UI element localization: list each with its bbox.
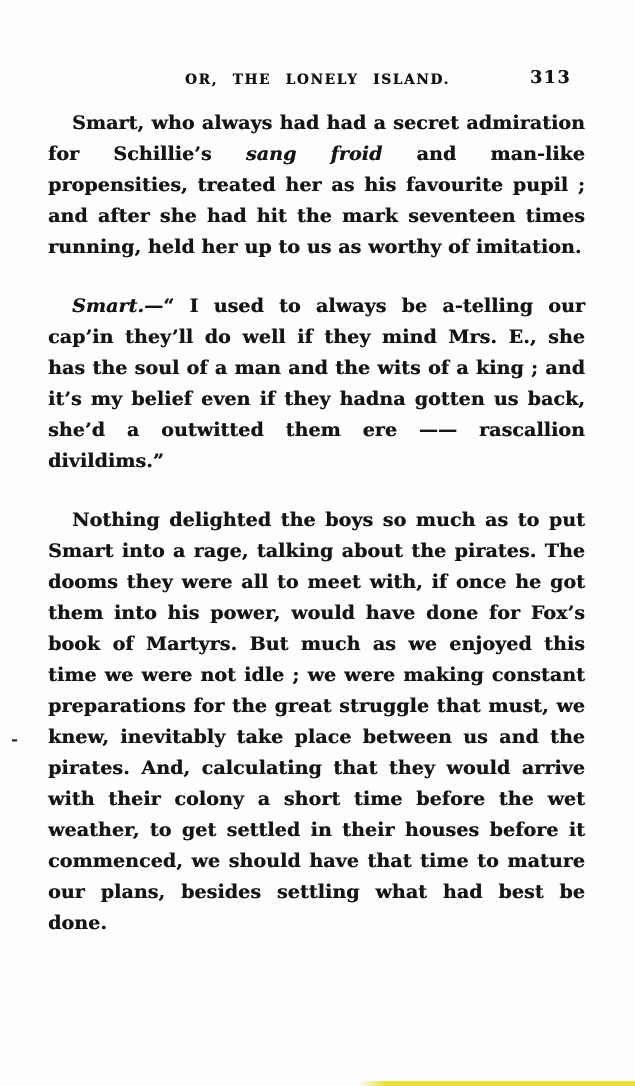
text-segment: —“ I used to always be a-telling our cap’in they’ll do well if they mind Mrs. E., she has the soul of a man and the wits of a king ; and it’s my belief even if they hadna gotten us back, she’d a outwitted them ere —— rascallion divildims.” <box>48 295 585 472</box>
text-segment: Smart. <box>72 295 145 317</box>
page-number: 313 <box>529 68 571 88</box>
paragraph <box>48 505 585 939</box>
text-segment: sang froid <box>245 143 383 165</box>
text-block <box>48 108 585 939</box>
margin-mark: - <box>11 730 19 750</box>
scan-artifact-bar <box>359 1081 635 1086</box>
text-segment: Smart, who always had had a secret admiration for Schillie’s <box>48 112 585 165</box>
running-title: OR, THE LONELY ISLAND. <box>185 72 450 88</box>
text-segment: Nothing delighted the boys so much as to put Smart into a rage, talking about the pirates. The dooms they were all to meet with, if once he got them into his power, would have done for Fox’s book of Martyrs. But much as we enjoyed this time we were not idle ; we were making constant preparations for the great struggle that must, we knew, inevitably take place between us and the pirates. And, calculating that they would arrive with their colony a short time before the wet weather, to get settled in their houses before it commenced, we should have that time to mature our plans, besides settling what had best be done. <box>48 509 585 934</box>
paragraph <box>48 291 585 477</box>
text-segment: and man-like propensities, treated her as his favourite pupil ; and after she had hit the mark seventeen times running, held her up to us as worthy of imitation. <box>48 143 585 258</box>
paragraph <box>48 108 585 263</box>
page-header <box>48 70 587 94</box>
